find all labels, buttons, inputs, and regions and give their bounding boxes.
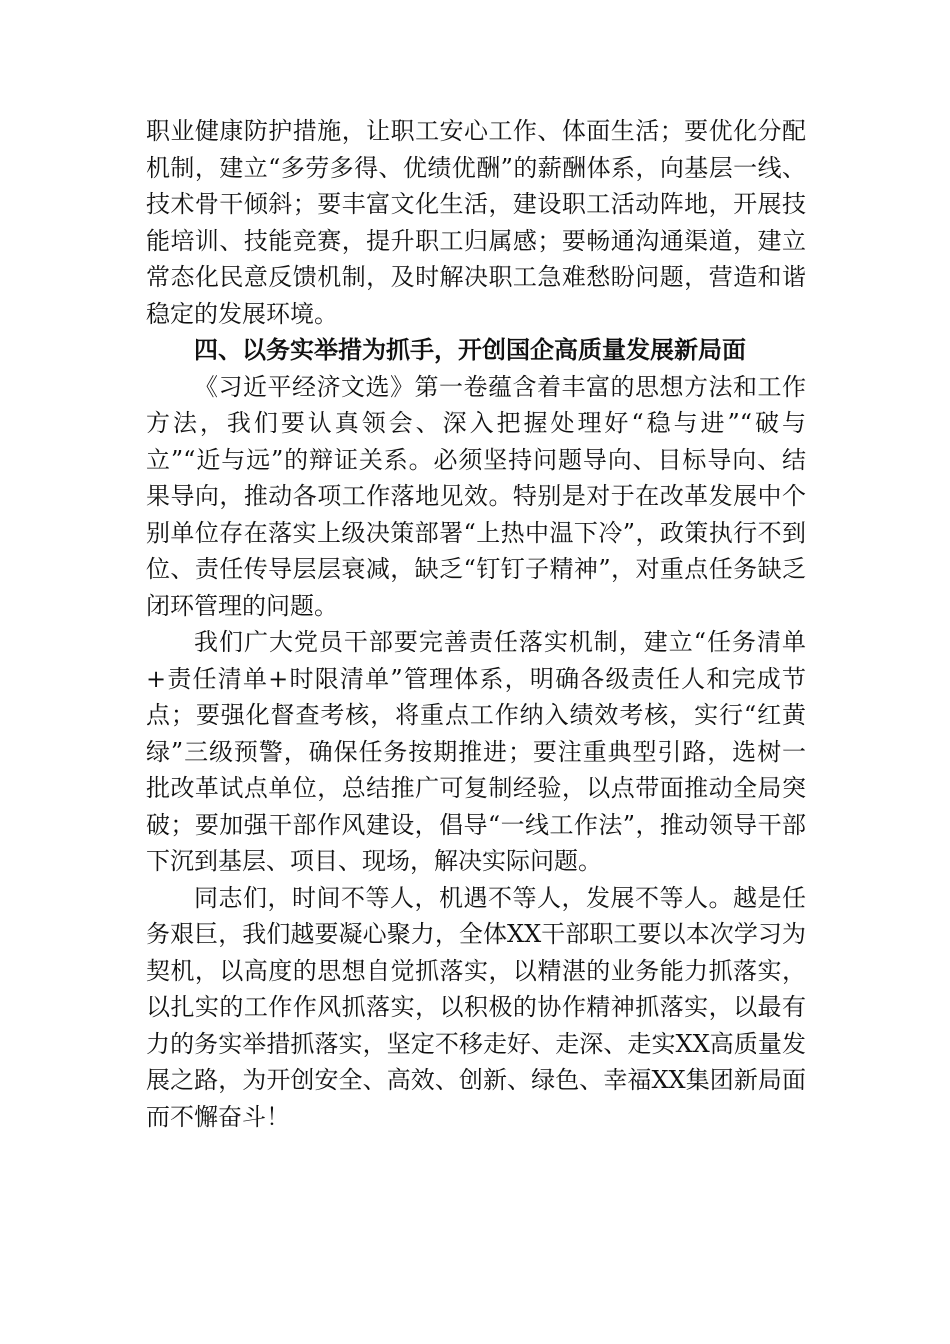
paragraph: 《习近平经济文选》第一卷蕴含着丰富的思想方法和工作方法，我们要认真领会、深入把握处理好“稳与进”“破与立”“近与远”的辩证关系。必须坚持问题导向、目标导向、结果导向，推动各项工作落地见效。特别是对于在改革发展中个别单位存在落实上级决策部署“上热中温下冷”，政策执行不到位、责任传导层层衰减，缺乏“钉钉子精神”，对重点任务缺乏闭环管理的问题。 bbox=[146, 372, 806, 620]
paragraph-continued: 职业健康防护措施，让职工安心工作、体面生活；要优化分配机制，建立“多劳多得、优绩优酬”的薪酬体系，向基层一线、技术骨干倾斜；要丰富文化生活，建设职工活动阵地，开展技能培训、技能竞赛，提升职工归属感；要畅通沟通渠道，建立常态化民意反馈机制，及时解决职工急难愁盼问题，营造和谐稳定的发展环境。 bbox=[146, 117, 806, 328]
document-body bbox=[146, 113, 806, 1135]
section-heading: 四、以务实举措为抓手，开创国企高质量发展新局面 bbox=[194, 336, 746, 364]
paragraph: 同志们，时间不等人，机遇不等人，发展不等人。越是任务艰巨，我们越要凝心聚力，全体XX干部职工要以本次学习为契机，以高度的思想自觉抓落实，以精湛的业务能力抓落实，以扎实的工作作风抓落实，以积极的协作精神抓落实，以最有力的务实举措抓落实，坚定不移走好、走深、走实XX高质量发展之路，为开创安全、高效、创新、绿色、幸福XX集团新局面而不懈奋斗！ bbox=[146, 883, 806, 1131]
paragraph: 我们广大党员干部要完善责任落实机制，建立“任务清单+责任清单+时限清单”管理体系，明确各级责任人和完成节点；要强化督查考核，将重点工作纳入绩效考核，实行“红黄绿”三级预警，确保任务按期推进；要注重典型引路，选树一批改革试点单位，总结推广可复制经验，以点带面推动全局突破；要加强干部作风建设，倡导“一线工作法”，推动领导干部下沉到基层、项目、现场，解决实际问题。 bbox=[146, 628, 806, 875]
